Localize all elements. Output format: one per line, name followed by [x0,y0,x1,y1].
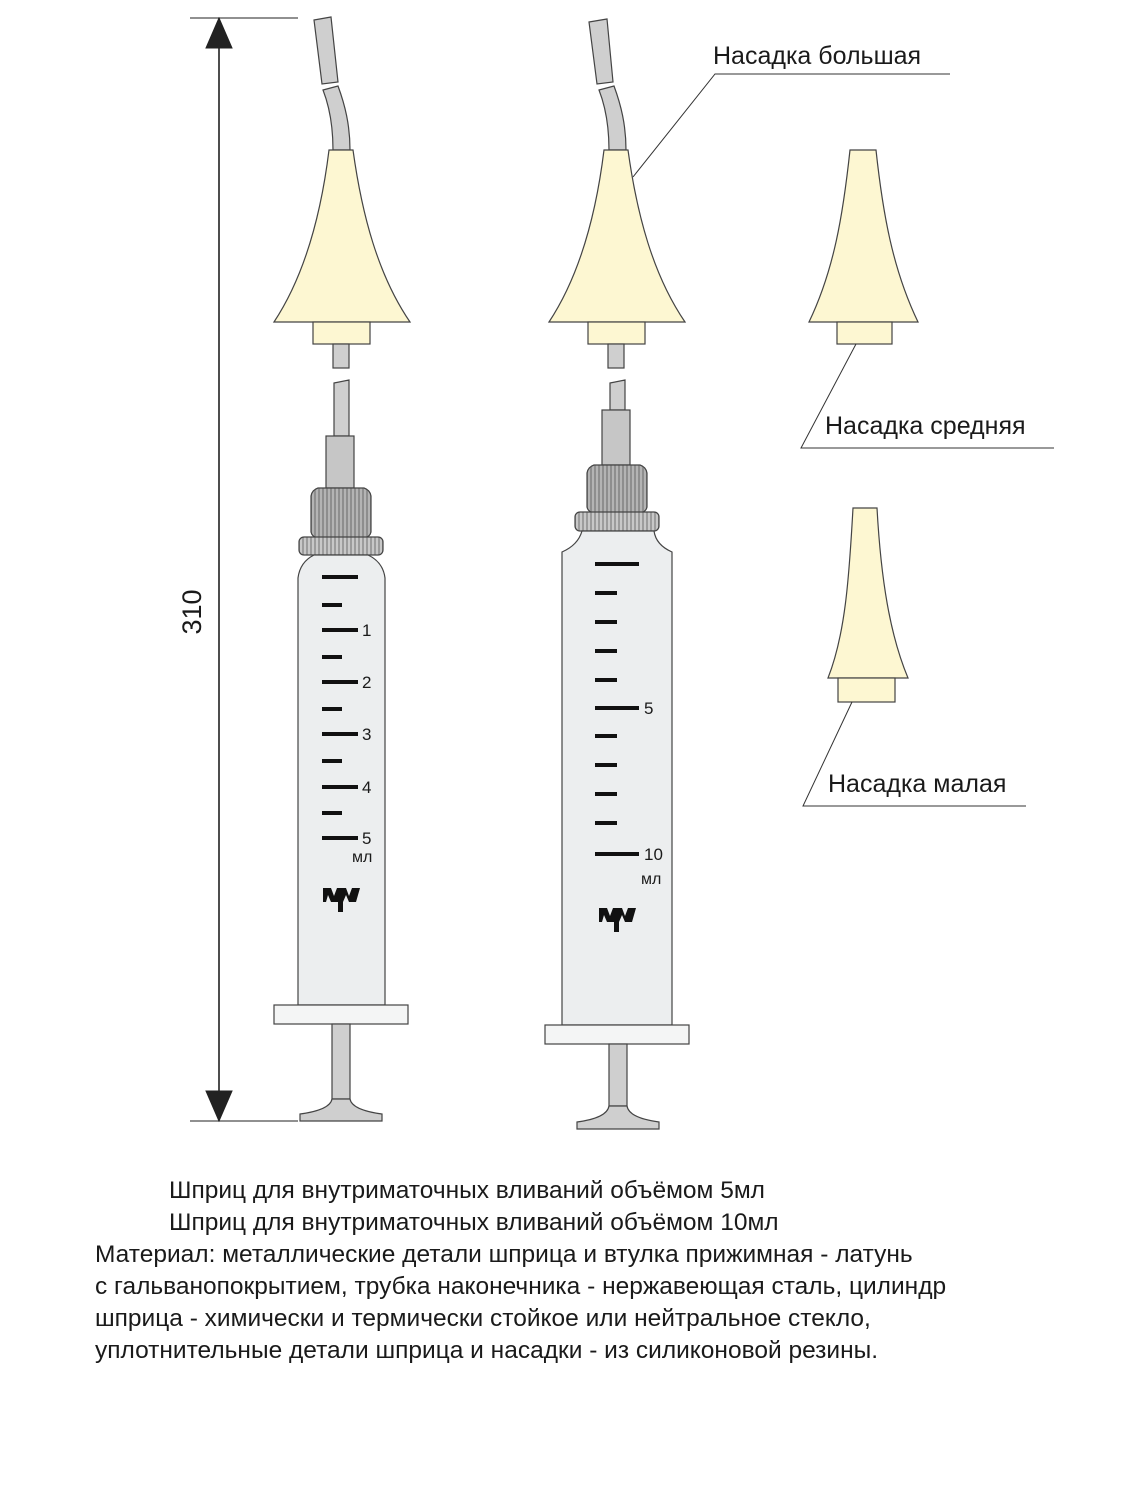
tick [322,811,342,815]
plunger-thumb-rest [300,1099,382,1121]
medium-tip-cone [809,150,918,322]
tick [595,792,617,796]
dimension-arrow-bottom [206,1091,232,1121]
glass-barrel [562,531,672,1025]
tick [595,852,639,856]
knurled-ring [575,512,659,531]
tick [322,707,342,711]
tick [322,575,358,579]
knurled-ring [299,537,383,555]
caption-material-line: уплотнительные детали шприца и насадки - из силиконовой резины. [95,1337,879,1364]
large-tip-collar [588,322,645,344]
caption [95,1175,1115,1367]
tip-tube-bend [599,86,626,150]
tick [595,678,617,682]
tick [322,759,342,763]
tick [595,591,617,595]
syringe-5ml [274,17,410,1121]
tick [322,628,358,632]
finger-flange [274,1005,408,1024]
medium-tip-collar [837,322,892,344]
tick [322,603,342,607]
plunger-rod [609,1044,627,1106]
large-tip-cone [549,150,685,322]
tick [322,836,358,840]
tick [322,732,358,736]
large-tip-cone [274,150,410,322]
small-tip [828,508,908,702]
syringe-10ml [545,19,689,1129]
dimension-line [190,18,298,1121]
label-small-tip: Насадка малая [828,770,1007,798]
tick [595,562,639,566]
tip-tube-stem [610,380,625,410]
caption-line-5ml: Шприц для внутриматочных вливаний объёмом 5мл [169,1177,765,1204]
hub-stem [602,410,630,465]
tick [595,620,617,624]
medium-tip [809,150,918,344]
small-tip-collar [838,678,895,702]
tick [322,785,358,789]
tip-tube-lower [333,344,349,368]
label-large-tip: Насадка большая [713,42,922,70]
scale-number: 2 [362,673,372,692]
tick [595,821,617,825]
caption-material-line: с гальванопокрытием, трубка наконечника - нержавеющая сталь, цилиндр [95,1273,947,1300]
tick [595,734,617,738]
caption-material-line: шприца - химически и термически стойкое или нейтральное стекло, [95,1305,871,1332]
tick [322,655,342,659]
knurled-nut [587,465,647,513]
tip-tube-bend [323,86,350,150]
tick [595,649,617,653]
tip-tube-upper [314,17,338,84]
scale-unit: мл [352,849,373,866]
leader-large-tip [633,74,950,177]
knurled-nut [311,488,371,538]
scale-number: 3 [362,725,372,744]
large-tip-collar [313,322,370,344]
hub-stem [326,436,354,488]
tip-tube-lower [608,344,624,368]
scale-number: 5 [644,699,654,718]
tip-tube-stem [334,380,349,436]
plunger-thumb-rest [577,1106,659,1129]
small-tip-cone [828,508,908,678]
scale-number: 4 [362,778,372,797]
caption-material-line: Материал: металлические детали шприца и втулка прижимная - латунь [95,1241,913,1268]
label-medium-tip: Насадка средняя [825,412,1026,440]
scale-unit: мл [641,871,662,888]
plunger-rod [332,1024,350,1099]
caption-line-10ml: Шприц для внутриматочных вливаний объёмом 10мл [169,1209,779,1236]
tick [322,680,358,684]
tick [595,706,639,710]
tip-tube-upper [589,19,613,84]
dimension-value: 310 [177,589,207,635]
scale-number: 1 [362,621,372,640]
dimension-arrow-top [206,18,232,48]
tick [595,763,617,767]
scale-number: 5 [362,829,372,848]
finger-flange [545,1025,689,1044]
glass-barrel [298,555,385,1005]
scale-number: 10 [644,845,663,864]
